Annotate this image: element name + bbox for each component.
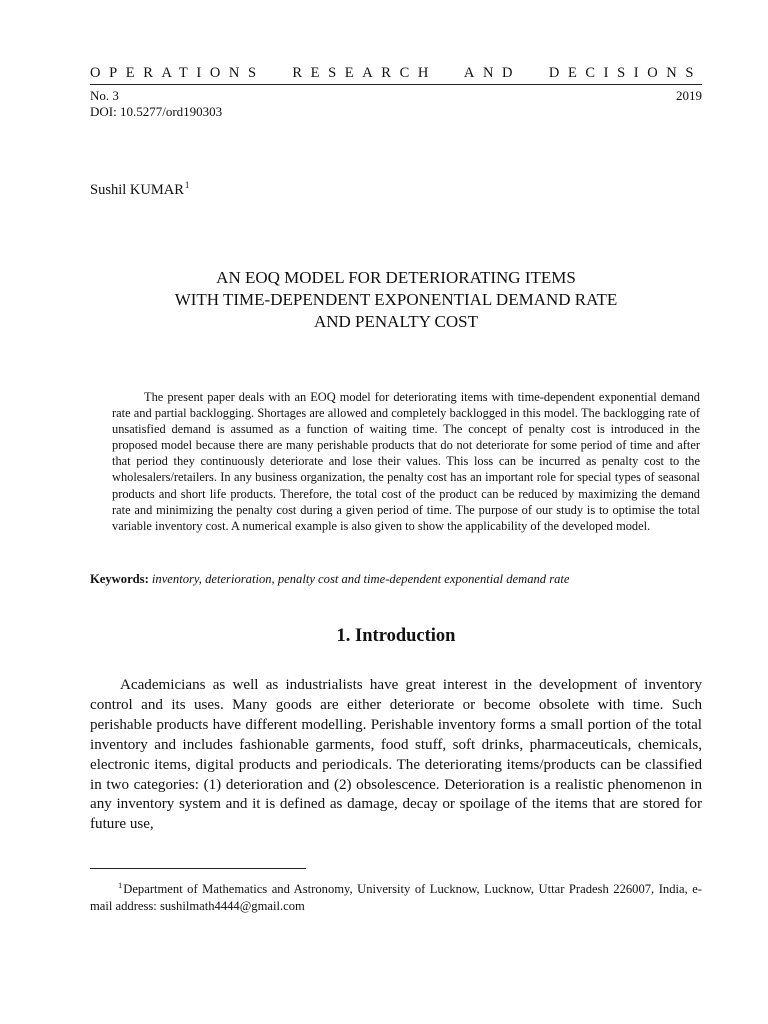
issue-number: No. 3: [90, 88, 119, 103]
introduction-paragraph: Academicians as well as industrialists have great interest in the development of inventory control and its uses. Many goods are either deteriorate or become obsolete with time. Such perishable products have different modelling. Perishable inventory forms a small portion of the total inventory and includes fashionable garments, food stuff, soft drinks, pharmaceuticals, chemicals, electronic items, digital products and periodicals. The deteriorating items/products can be classified in two categories: (1) deterioration and (2) obsolescence. Deterioration is a realistic phenomenon in any inventory system and it is defined as damage, decay or spoilage of the items that are stored for future use,: [90, 677, 702, 833]
section-heading: 1. Introduction: [336, 626, 456, 646]
author-affiliation-mark: 1: [184, 180, 190, 190]
keywords: [90, 571, 702, 587]
keywords-label: Keywords:: [90, 572, 149, 586]
title-line-1: AN EOQ MODEL FOR DETERIORATING ITEMS: [216, 268, 576, 287]
header-rule: [90, 84, 702, 85]
abstract: The present paper deals with an EOQ model for deteriorating items with time-dependent exponential demand rate and partial backlogging. Shortages are allowed and completely backlogged in this model. The backlogging rate of unsatisfied demand is assumed as a function of waiting time. The concept of penalty cost is introduced in the proposed model because there are many perishable products that do not deteriorate for some period of time and after that period they continuously deteriorate and lose their values. This loss can be incurred as penalty cost to the wholesalers/retailers. In any business organization, the penalty cost has an important role for special types of seasonal products and short life products. Therefore, the total cost of the product can be reduced by maximizing the demand rate and minimizing the penalty cost during a given period of time. The purpose of our study is to optimise the total variable inventory cost. A numerical example is also given to show the applicability of the developed model.: [112, 390, 700, 533]
footnote-mark: 1: [118, 880, 123, 890]
paper-title: [90, 267, 702, 333]
author: [90, 176, 189, 199]
issue-year: 2019: [676, 88, 702, 103]
issue-line: [90, 88, 702, 104]
journal-name: OPERATIONS RESEARCH AND DECISIONS: [90, 65, 702, 81]
footnote-rule: [90, 868, 306, 869]
title-line-3: AND PENALTY COST: [313, 312, 479, 331]
footnote: [90, 877, 702, 915]
keywords-text: inventory, deterioration, penalty cost and time-dependent exponential demand rate: [151, 572, 570, 586]
doi: DOI: 10.5277/ord190303: [90, 104, 223, 119]
author-name: Sushil KUMAR: [90, 182, 184, 198]
footnote-text: Department of Mathematics and Astronomy, University of Lucknow, Lucknow, Uttar Pradesh 226007, India, e-mail address: sushilmath4444@gmail.com: [90, 882, 702, 913]
title-line-2: WITH TIME-DEPENDENT EXPONENTIAL DEMAND RATE: [174, 290, 618, 309]
